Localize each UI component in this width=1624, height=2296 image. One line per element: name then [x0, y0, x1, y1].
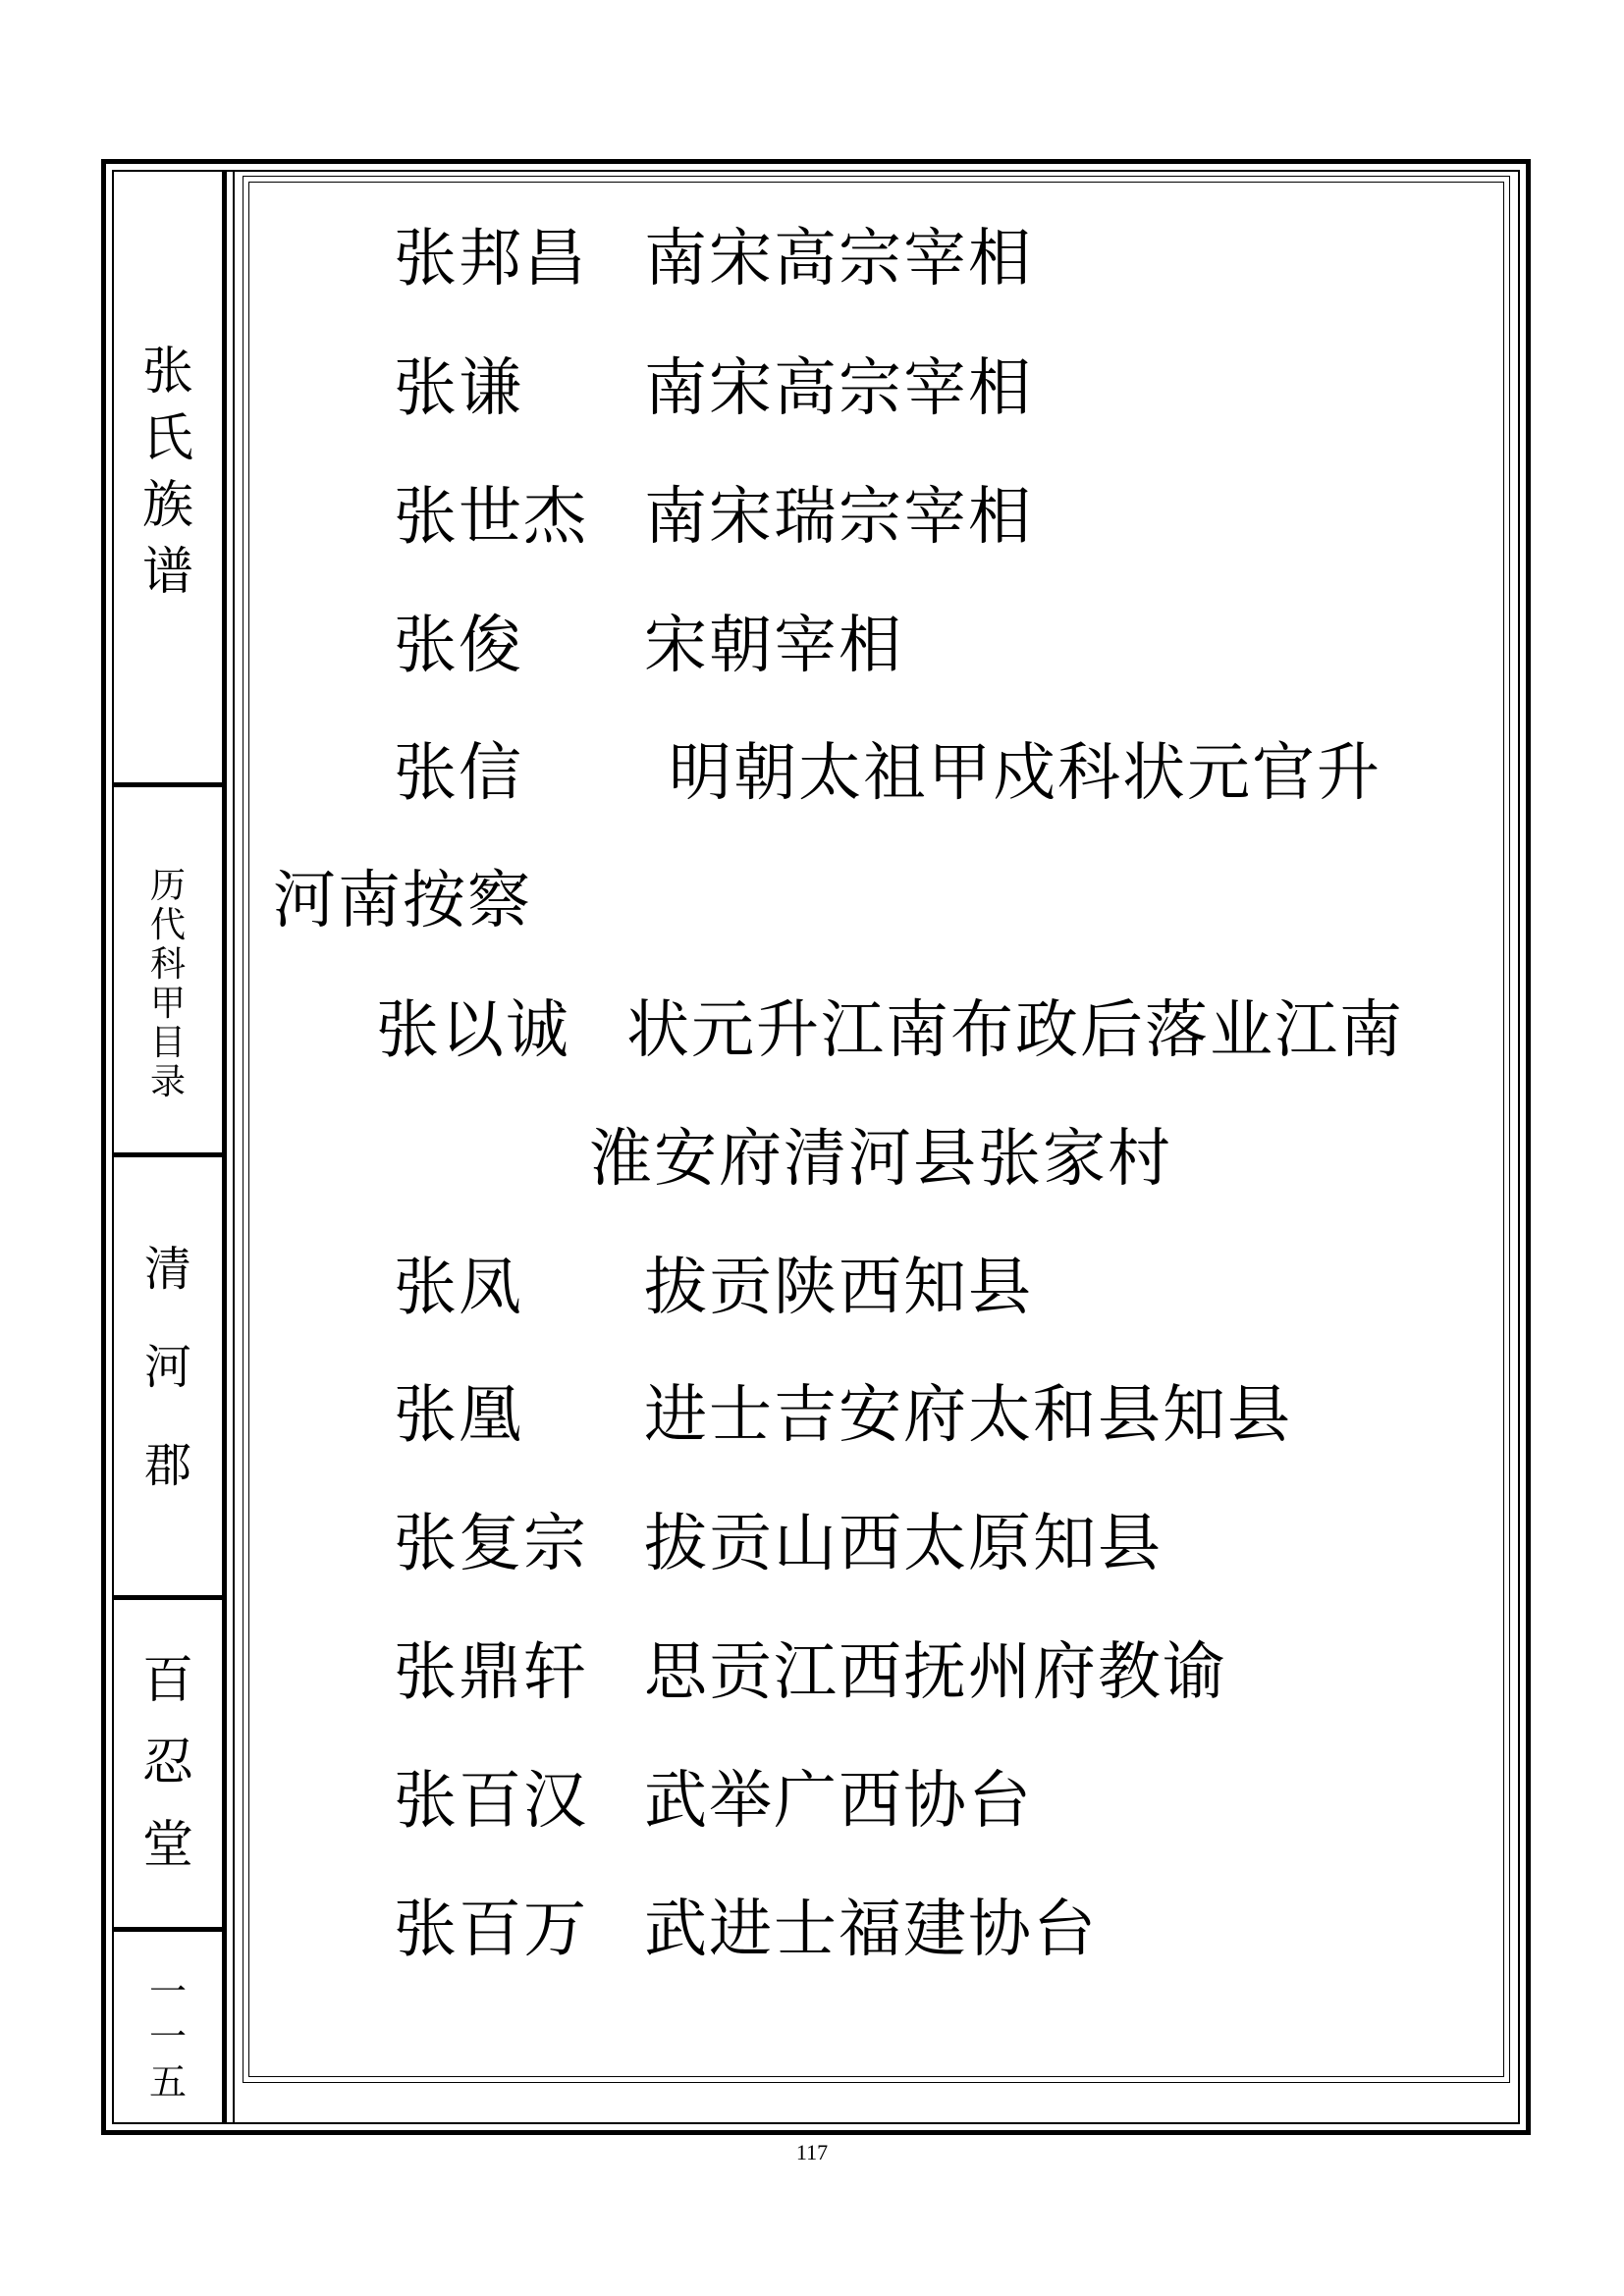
entry-line	[394, 1508, 1163, 1580]
sidebar-hall	[114, 1595, 222, 1927]
sidebar-section-char: 目	[149, 1023, 186, 1063]
entry-name: 张百汉	[394, 1765, 588, 1838]
entry-desc: 宋朝宰相	[644, 610, 903, 682]
sidebar-divider-thin	[233, 172, 235, 2122]
entry-desc: 武举广西协台	[644, 1765, 1033, 1838]
sidebar-section-char: 历	[149, 866, 186, 906]
sidebar-page	[114, 1927, 222, 2136]
entry-desc: 状元升江南布政后落业江南	[626, 994, 1404, 1067]
entry-desc: 南宋高宗宰相	[644, 352, 1033, 425]
sidebar-divider	[222, 172, 227, 2122]
sidebar-hall-char: 堂	[141, 1816, 193, 1875]
sidebar-title-char: 张	[141, 343, 193, 401]
entry-desc: 淮安府清河县张家村	[589, 1123, 1172, 1196]
sidebar-region-char: 河	[143, 1340, 191, 1395]
sidebar-hall-char: 忍	[141, 1734, 193, 1792]
entry-desc: 河南按察	[273, 865, 532, 937]
entry-line	[394, 1765, 1033, 1838]
entry-desc: 拔贡山西太原知县	[644, 1508, 1163, 1580]
sidebar-title	[114, 172, 222, 782]
sidebar-section-char: 代	[149, 905, 186, 945]
entry-name: 张俊	[394, 610, 523, 682]
sidebar	[114, 172, 222, 2122]
entry-name: 张以诚	[376, 994, 570, 1067]
sidebar-title-char: 氏	[141, 409, 193, 468]
entry-line	[394, 737, 1381, 810]
sidebar-title-char: 族	[141, 476, 193, 535]
entry-desc: 进士吉安府太和县知县	[644, 1379, 1292, 1452]
entry-name: 张百万	[394, 1894, 588, 1966]
entry-line	[589, 1123, 1172, 1196]
sidebar-section-char: 甲	[149, 984, 186, 1024]
entry-line	[273, 865, 532, 937]
entry-desc: 拔贡陕西知县	[644, 1252, 1033, 1324]
entry-desc: 南宋高宗宰相	[644, 223, 1033, 295]
entry-name: 张世杰	[394, 481, 588, 554]
entry-name: 张凤	[394, 1252, 523, 1324]
entry-line	[394, 1379, 1292, 1452]
entry-desc: 思贡江西抚州府教谕	[644, 1636, 1227, 1709]
sidebar-page-char: 一	[148, 1970, 187, 2013]
entry-name: 张鼎轩	[394, 1636, 588, 1709]
entry-name: 张谦	[394, 352, 523, 425]
sidebar-section-char: 录	[149, 1062, 186, 1102]
entry-line	[394, 1894, 1098, 1966]
entry-desc: 明朝太祖甲戍科状元官升	[669, 737, 1381, 810]
entry-name: 张邦昌	[394, 223, 588, 295]
entry-name: 张凰	[394, 1379, 523, 1452]
sidebar-section	[114, 782, 222, 1152]
sidebar-page-char: 五	[148, 2060, 187, 2104]
sidebar-region-char: 郡	[143, 1438, 191, 1493]
page-number: 117	[795, 2140, 829, 2164]
entry-line	[394, 481, 1033, 554]
entry-line	[376, 994, 1404, 1067]
entry-desc: 南宋瑞宗宰相	[644, 481, 1033, 554]
entry-line	[394, 1252, 1033, 1324]
sidebar-section-char: 科	[149, 944, 186, 985]
sidebar-region-char: 清	[143, 1242, 191, 1297]
sidebar-region	[114, 1152, 222, 1595]
entry-line	[394, 610, 903, 682]
sidebar-hall-char: 百	[141, 1651, 193, 1710]
sidebar-page-char: 一	[148, 2015, 187, 2058]
entry-name: 张信	[394, 737, 523, 810]
entry-line	[394, 1636, 1227, 1709]
entry-desc: 武进士福建协台	[644, 1894, 1098, 1966]
entry-line	[394, 223, 1033, 295]
sidebar-title-char: 谱	[141, 543, 193, 602]
entry-name: 张复宗	[394, 1508, 588, 1580]
entry-line	[394, 352, 1033, 425]
